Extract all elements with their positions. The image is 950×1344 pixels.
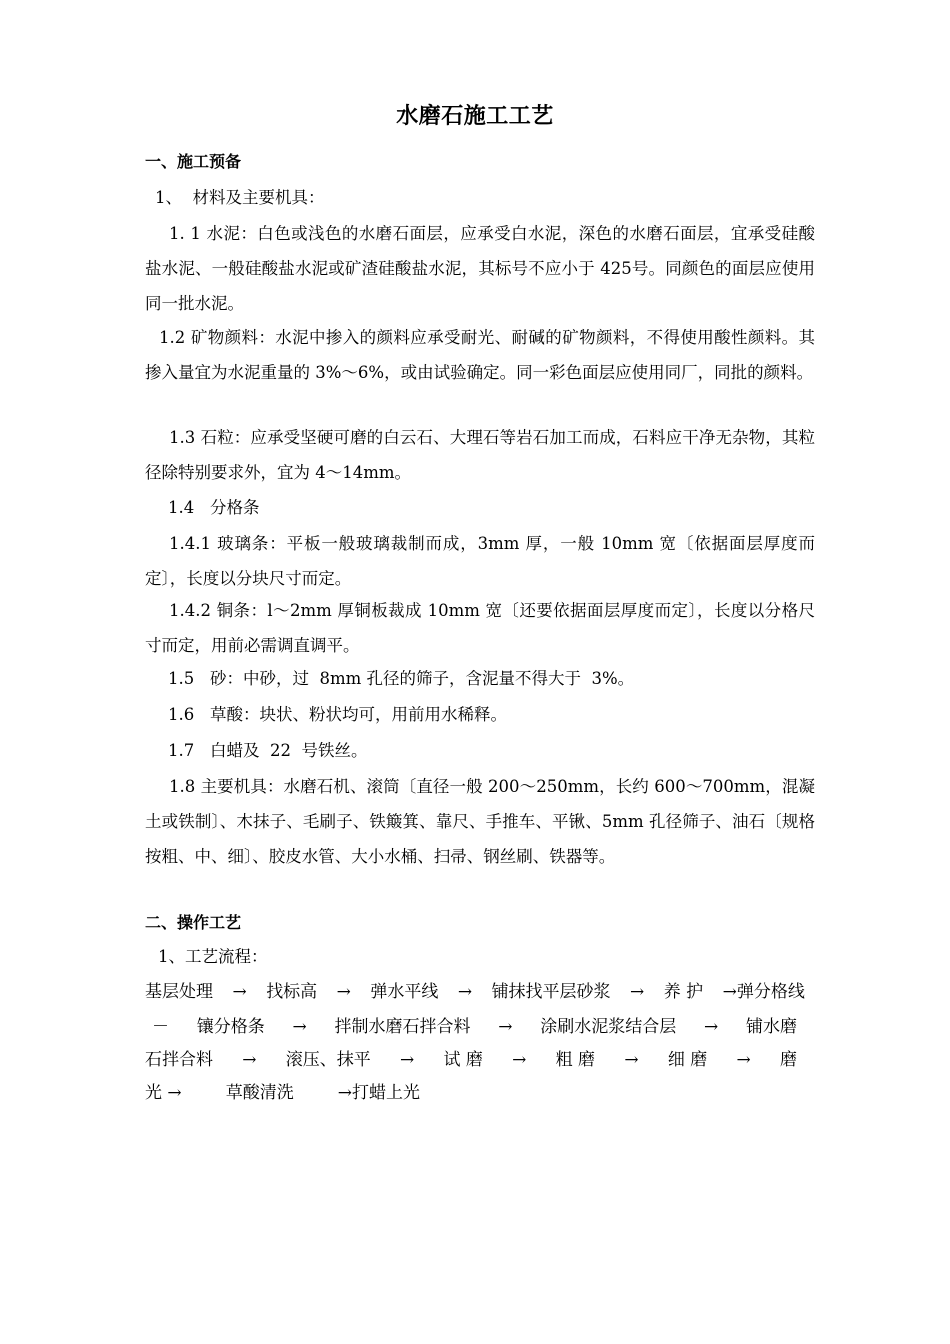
flow-step: 试 磨 (443, 1050, 483, 1070)
flow-step: →弹分格线 (722, 982, 805, 1002)
process-flow-line-3 (145, 1048, 797, 1072)
arrow-icon: → (498, 1017, 513, 1037)
arrow-icon: → (292, 1017, 307, 1037)
flow-step: 养 护 (663, 982, 704, 1002)
arrow-icon: → (232, 982, 247, 1002)
paragraph-cement: 1. 1 水泥：白色或浅色的水磨石面层，应承受白水泥，深色的水磨石面层，宜承受硅酸盐水泥、一般硅酸盐水泥或矿渣硅酸盐水泥，其标号不应小于 425号。同颜色的面层应使用同一批水泥。 (145, 224, 815, 313)
page-title: 水磨石施工工艺 (396, 104, 554, 129)
subheading-divider-strip: 1.4 分格条 (168, 498, 260, 517)
process-flow-line-2 (152, 1015, 797, 1039)
paragraph-glass-strip: 1.4.1 玻璃条：平板一般玻璃裁制而成，3mm 厚，一般 10mm 宽〔依据面层厚度而定〕，长度以分块尺寸而定。 (145, 534, 815, 588)
flow-step: 光 → (145, 1083, 182, 1103)
paragraph-stone-grain: 1.3 石粒：应承受坚硬可磨的白云石、大理石等岩石加工而成，石料应干净无杂物，其粒径除特别要求外，宜为 4～14mm。 (145, 428, 815, 482)
flow-step: 铺水磨 (746, 1017, 797, 1037)
section-heading-preparation: 一、施工预备 (145, 152, 242, 171)
flow-step: →打蜡上光 (337, 1083, 420, 1103)
flow-step: 涂刷水泥浆结合层 (540, 1017, 677, 1037)
flow-step: 弹水平线 (370, 982, 439, 1002)
paragraph-wax-wire: 1.7 白蜡及 22 号铁丝。 (168, 741, 368, 760)
arrow-icon: → (457, 982, 473, 1002)
flow-step: 磨 (779, 1050, 797, 1070)
flow-step: 滚压、抹平 (285, 1050, 371, 1070)
flow-step: 粗 磨 (555, 1050, 596, 1070)
arrow-icon: → (630, 982, 645, 1002)
paragraph-oxalic-acid: 1.6 草酸：块状、粉状均可，用前用水稀释。 (168, 705, 507, 724)
paragraph-sand: 1.5 砂：中砂，过 8mm 孔径的筛子，含泥量不得大于 3%。 (168, 669, 635, 688)
paragraph-main-tools: 1.8 主要机具：水磨石机、滚筒〔直径一般 200～250mm，长约 600～700mm，混凝土或铁制〕、木抹子、毛刷子、铁簸箕、靠尺、手推车、平锹、5mm 孔径筛子、油石〔规格按粗、中、细〕、胶皮水管、大小水桶、扫帚、钢丝刷、铁器等。 (145, 777, 815, 866)
process-flow-line-1 (145, 980, 805, 1004)
flow-step: 基层处理 (145, 982, 213, 1002)
arrow-icon: → (624, 1050, 639, 1070)
paragraph-copper-strip: 1.4.2 铜条：l～2mm 厚铜板裁成 10mm 宽〔还要依据面层厚度而定〕，长度以分格尺寸而定，用前必需调直调平。 (145, 601, 815, 655)
section-heading-operation: 二、操作工艺 (145, 913, 242, 932)
flow-step: 找标高 (266, 982, 318, 1002)
flow-step: 铺抹找平层砂浆 (491, 982, 611, 1002)
flow-step: 拌制水磨石拌合料 (334, 1017, 471, 1037)
paragraph-pigment: 1.2 矿物颜料：水泥中掺入的颜料应承受耐光、耐碱的矿物颜料，不得使用酸性颜料。其掺入量宜为水泥重量的 3%～6%，或由试验确定。同一彩色面层应使用同厂，同批的颜料。 (145, 328, 815, 382)
flow-step: 细 磨 (667, 1050, 708, 1070)
arrow-icon: → (336, 982, 351, 1002)
subheading-materials: 1、 材料及主要机具： (155, 188, 325, 207)
flow-step: 石拌合料 (145, 1050, 213, 1070)
flow-step: 草酸清洗 (225, 1083, 294, 1103)
subheading-process-flow: 1、工艺流程： (158, 947, 268, 966)
arrow-icon: → (400, 1050, 415, 1070)
arrow-icon: → (512, 1050, 527, 1070)
process-flow-line-4 (145, 1081, 420, 1105)
flow-step: 镶分格条 (196, 1017, 265, 1037)
arrow-icon: → (736, 1050, 751, 1070)
dash-icon: － (152, 1017, 169, 1037)
arrow-icon: → (704, 1017, 719, 1037)
arrow-icon: → (242, 1050, 257, 1070)
